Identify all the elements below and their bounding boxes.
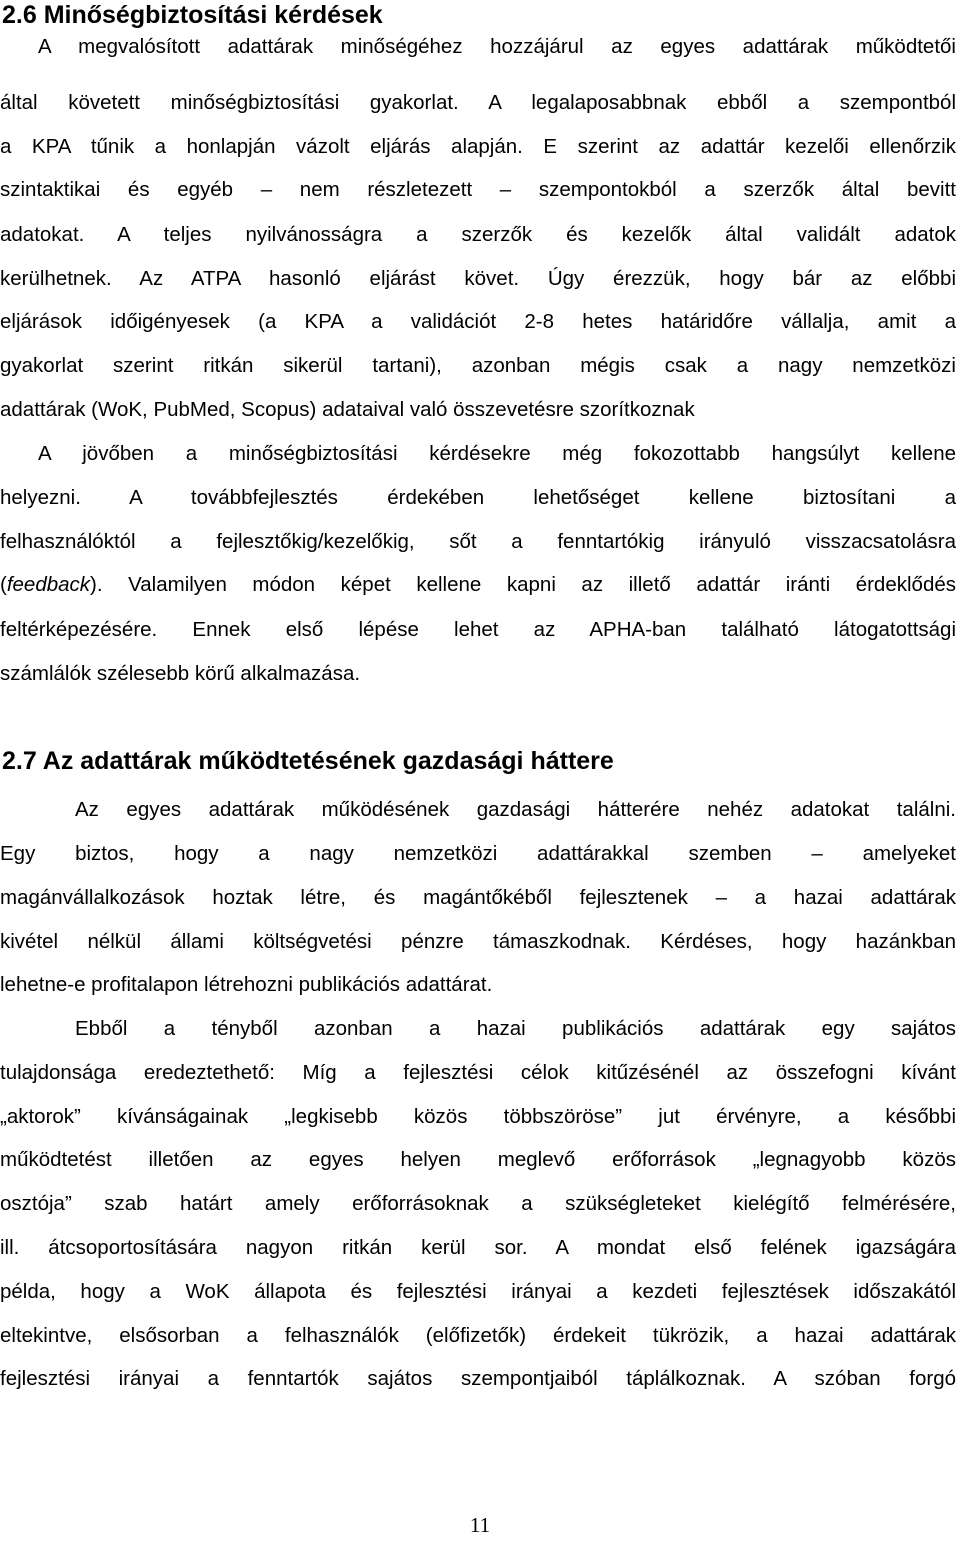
paragraph-line: lehetne-e profitalapon létrehozni publikációs adattárat. [0, 973, 493, 996]
italic-term: feedback [6, 573, 91, 596]
paragraph-line: osztója” szab határt amely erőforrásoknak a szükségleteket kielégítő felmérésére, [0, 1192, 956, 1215]
paragraph-text: ( [0, 573, 7, 596]
paragraph-line: a KPA tűnik a honlapján vázolt eljárás alapján. E szerint az adattár kezelői ellenőrzik [0, 135, 956, 158]
page-number: 11 [469, 1513, 491, 1537]
paragraph-line [0, 572, 956, 598]
paragraph-line: feltérképezésére. Ennek első lépése lehet az APHA-ban található látogatottsági [0, 618, 956, 641]
paragraph-line: ill. átcsoportosítására nagyon ritkán kerül sor. A mondat első felének igazságára [0, 1236, 956, 1259]
paragraph-line: Ebből a tényből azonban a hazai publikációs adattárak egy sajátos [75, 1017, 956, 1040]
section-heading-2-7: 2.7 Az adattárak működtetésének gazdasági háttere [2, 747, 614, 775]
paragraph-line: felhasználóktól a fejlesztőkig/kezelőkig, sőt a fenntartókig irányuló visszacsatolásra [0, 530, 956, 553]
paragraph-line: fejlesztési irányai a fenntartók sajátos szempontjaiból táplálkoznak. A szóban forgó [0, 1367, 956, 1390]
paragraph-line: adattárak (WoK, PubMed, Scopus) adataival való összevetésre szorítkoznak [0, 398, 695, 421]
paragraph-line: eljárások időigényesek (a KPA a validációt 2-8 hetes határidőre vállalja, amit a [0, 310, 956, 333]
paragraph-line: A jövőben a minőségbiztosítási kérdésekre még fokozottabb hangsúlyt kellene [38, 442, 956, 465]
paragraph-line: kivétel nélkül állami költségvetési pénzre támaszkodnak. Kérdéses, hogy hazánkban [0, 930, 956, 953]
paragraph-text: ). Valamilyen módon képet kellene kapni az illető adattár iránti érdeklődés [90, 573, 956, 596]
paragraph-line: magánvállalkozások hoztak létre, és magántőkéből fejlesztenek – a hazai adattárak [0, 886, 956, 909]
paragraph-line: működtetést illetően az egyes helyen meglevő erőforrások „legnagyobb közös [0, 1148, 956, 1171]
paragraph-line: által követett minőségbiztosítási gyakorlat. A legalaposabbnak ebből a szempontból [0, 91, 956, 114]
paragraph-line: példa, hogy a WoK állapota és fejlesztési irányai a kezdeti fejlesztések időszakától [0, 1280, 956, 1303]
paragraph-line: tulajdonsága eredeztethető: Míg a fejlesztési célok kitűzésénél az összefogni kívánt [0, 1061, 956, 1084]
paragraph-line: eltekintve, elsősorban a felhasználók (előfizetők) érdekeit tükrözik, a hazai adattárak [0, 1324, 956, 1347]
paragraph-line: kerülhetnek. Az ATPA hasonló eljárást követ. Úgy érezzük, hogy bár az előbbi [0, 267, 956, 290]
paragraph-line: helyezni. A továbbfejlesztés érdekében lehetőséget kellene biztosítani a [0, 486, 956, 509]
section-heading-2-6: 2.6 Minőségbiztosítási kérdések [2, 1, 383, 29]
paragraph-line: gyakorlat szerint ritkán sikerül tartani), azonban mégis csak a nagy nemzetközi [0, 354, 956, 377]
paragraph-line: Az egyes adattárak működésének gazdasági hátterére nehéz adatokat találni. [75, 798, 956, 821]
paragraph-line: „aktorok” kívánságainak „legkisebb közös többszöröse” jut érvényre, a későbbi [0, 1105, 956, 1128]
paragraph-line: A megvalósított adattárak minőségéhez hozzájárul az egyes adattárak működtetői [38, 35, 956, 58]
paragraph-line: adatokat. A teljes nyilvánosságra a szerzők és kezelők által validált adatok [0, 223, 956, 246]
paragraph-line: Egy biztos, hogy a nagy nemzetközi adattárakkal szemben – amelyeket [0, 842, 956, 865]
paragraph-line: számlálók szélesebb körű alkalmazása. [0, 662, 361, 685]
paragraph-line: szintaktikai és egyéb – nem részletezett – szempontokból a szerzők által bevitt [0, 178, 956, 201]
